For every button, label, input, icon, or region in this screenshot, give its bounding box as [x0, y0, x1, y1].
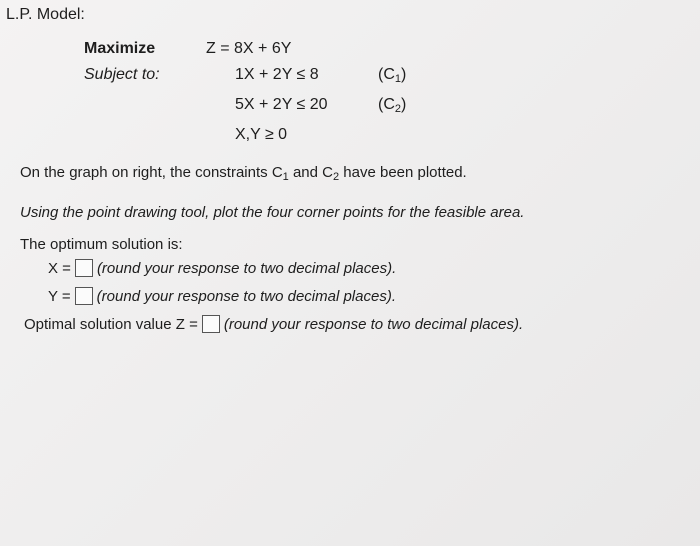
nonnegativity-constraint: X,Y ≥ 0 — [235, 126, 288, 143]
subject-to-label: Subject to: — [84, 66, 160, 83]
answer-x-input[interactable] — [75, 259, 93, 277]
constraint-c1-tag: $(C_1)$ — [378, 66, 407, 85]
answer-y-row — [48, 287, 396, 305]
objective-row — [84, 40, 444, 64]
lp-model-block — [84, 40, 444, 150]
maximize-label: Maximize — [84, 40, 156, 57]
answer-x-row — [48, 259, 396, 277]
constraint-row-c1 — [84, 66, 444, 90]
constraint-c1-expr: 1X + 2Y ≤ 8 — [235, 66, 319, 83]
graph-note: On the graph on right, the constraints $C_1$ and $C_2$ have been plotted. — [20, 164, 467, 183]
answer-z-hint: (round your response to two decimal places). — [223, 315, 524, 333]
answer-y-label: Y = — [48, 287, 71, 305]
constraint-c2-expr: 5X + 2Y ≤ 20 — [235, 96, 328, 113]
instruction-text: Using the point drawing tool, plot the four corner points for the feasible area. — [20, 204, 525, 221]
optimum-heading: The optimum solution is: — [20, 236, 183, 253]
answer-y-input[interactable] — [75, 287, 93, 305]
objective-function: Z = 8X + 6Y — [206, 40, 292, 57]
constraint-row-c2 — [84, 96, 444, 120]
answer-y-hint: (round your response to two decimal places). — [96, 287, 396, 305]
constraint-c2-tag: $(C_2)$ — [378, 96, 407, 115]
answer-z-row — [24, 315, 523, 333]
section-title: L.P. Model: — [6, 6, 85, 23]
answer-x-hint: (round your response to two decimal places). — [96, 259, 397, 277]
nonnegativity-row — [84, 126, 444, 150]
answer-x-label: X = — [48, 259, 71, 277]
answer-z-input[interactable] — [202, 315, 220, 333]
answer-z-label: Optimal solution value Z = — [24, 315, 198, 333]
